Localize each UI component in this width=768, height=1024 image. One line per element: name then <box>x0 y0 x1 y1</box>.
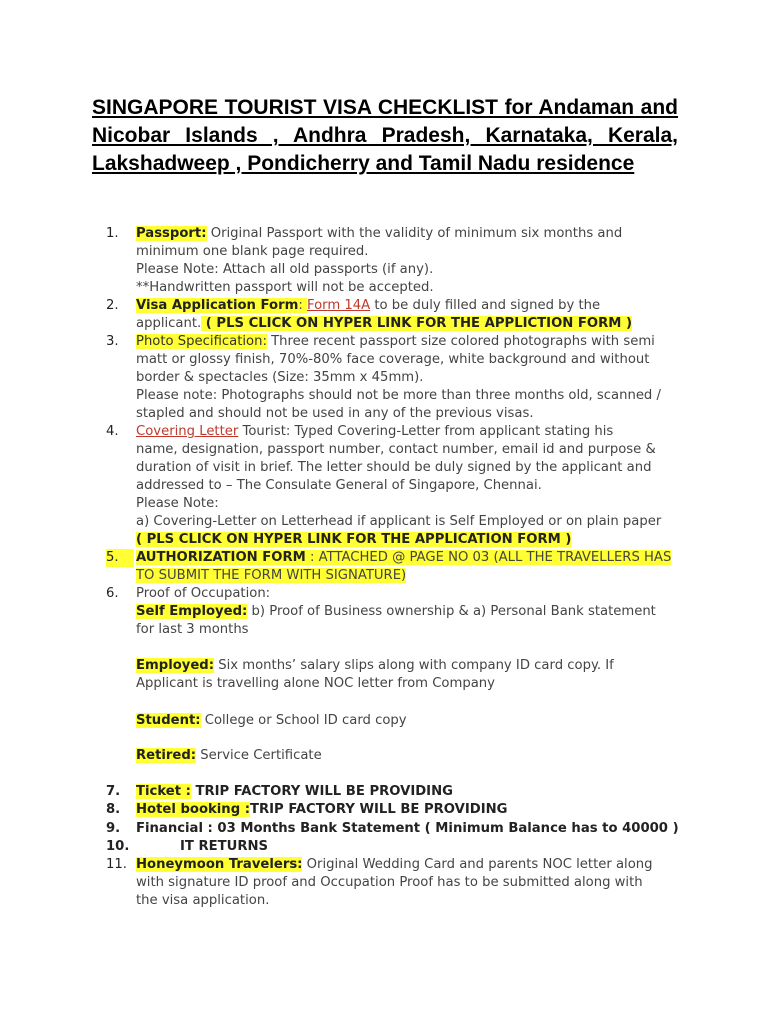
item-number: 2. <box>106 298 119 313</box>
covering-text-6: a) Covering-Letter on Letterhead if applicant is Self Employed or on plain paper <box>136 514 662 529</box>
item-number: 11. <box>106 857 127 872</box>
photo-text-5: stapled and should not be used in any of the previous visas. <box>136 406 534 421</box>
employed-text-2: Applicant is travelling alone NOC letter from Company <box>136 676 495 691</box>
student-label: Student: <box>136 713 201 728</box>
self-employed-text: b) Proof of Business ownership & a) Personal Bank statement <box>247 604 656 619</box>
passport-text-3: Please Note: Attach all old passports (if any). <box>136 262 434 277</box>
self-employed-text-2: for last 3 months <box>136 622 249 637</box>
honeymoon-text-2: with signature ID proof and Occupation Proof has to be submitted along with <box>136 875 643 890</box>
occupation-heading: Proof of Occupation: <box>136 586 271 601</box>
retired-label: Retired: <box>136 748 197 763</box>
covering-text-5: Please Note: <box>136 496 219 511</box>
photo-text-4: Please note: Photographs should not be more than three months old, scanned / <box>136 388 661 403</box>
photo-text-3: border & spectacles (Size: 35mm x 45mm). <box>136 370 424 385</box>
visa-form-label: Visa Application Form <box>136 298 299 313</box>
item-number: 10. <box>106 839 130 854</box>
item-number: 1. <box>106 226 119 241</box>
covering-click-note: ( PLS CLICK ON HYPER LINK FOR THE APPLICATION FORM ) <box>136 532 572 547</box>
honeymoon-label: Honeymoon Travelers: <box>136 857 303 872</box>
visa-form-text-2: applicant. <box>136 316 202 331</box>
covering-text-3: duration of visit in brief. The letter should be duly signed by the applicant and <box>136 460 652 475</box>
passport-label: Passport: <box>136 226 207 241</box>
item-number: 7. <box>106 784 121 799</box>
form-14a-link[interactable]: Form 14A <box>306 298 371 313</box>
item-number: 6. <box>106 586 119 601</box>
passport-text-2: minimum one blank page required. <box>136 244 369 259</box>
employed-label: Employed: <box>136 658 215 673</box>
honeymoon-text-3: the visa application. <box>136 893 270 908</box>
item-number: 4. <box>106 424 119 439</box>
covering-letter-link[interactable]: Covering Letter <box>136 424 239 439</box>
visa-form-click-note: ( PLS CLICK ON HYPER LINK FOR THE APPLICTION FORM ) <box>201 316 633 331</box>
photo-label: Photo Specification: <box>136 334 267 349</box>
ticket-text: TRIP FACTORY WILL BE PROVIDING <box>190 784 453 799</box>
hotel-label: Hotel booking : <box>136 802 250 817</box>
passport-text-4: **Handwritten passport will not be accepted. <box>136 280 434 295</box>
photo-text-2: matt or glossy finish, 70%-80% face coverage, white background and without <box>136 352 650 367</box>
authorization-text-2: TO SUBMIT THE FORM WITH SIGNATURE) <box>136 568 407 583</box>
visa-form-text-1: to be duly filled and signed by the <box>370 298 601 313</box>
covering-text-2: name, designation, passport number, contact number, email id and purpose & <box>136 442 656 457</box>
ticket-label: Ticket : <box>136 784 191 799</box>
honeymoon-text-1: Original Wedding Card and parents NOC letter along <box>302 857 653 872</box>
item-number: 8. <box>106 802 121 817</box>
authorization-text-1: : ATTACHED @ PAGE NO 03 (ALL THE TRAVELLERS HAS <box>305 550 672 565</box>
hotel-text: TRIP FACTORY WILL BE PROVIDING <box>250 802 508 817</box>
item-number: 3. <box>106 334 119 349</box>
financial-text: Financial : 03 Months Bank Statement ( Minimum Balance has to 40000 ) <box>136 821 679 836</box>
student-text: College or School ID card copy <box>200 713 407 728</box>
employed-text: Six months’ salary slips along with company ID card copy. If <box>214 658 614 673</box>
covering-text-4: addressed to – The Consulate General of Singapore, Chennai. <box>136 478 542 493</box>
authorization-label: AUTHORIZATION FORM <box>136 550 306 565</box>
passport-text-1: Original Passport with the validity of minimum six months and <box>206 226 623 241</box>
document-title: SINGAPORE TOURIST VISA CHECKLIST for Andaman and Nicobar Islands , Andhra Pradesh, Karnataka, Kerala, Lakshadweep , Pondicherry and Tamil Nadu residence <box>92 96 678 175</box>
it-returns-text: IT RETURNS <box>180 839 269 854</box>
self-employed-label: Self Employed: <box>136 604 248 619</box>
photo-text-1: Three recent passport size colored photographs with semi <box>266 334 655 349</box>
item-number: 5. <box>106 549 134 567</box>
item-number: 9. <box>106 821 121 836</box>
retired-text: Service Certificate <box>196 748 322 763</box>
covering-text-1: Tourist: Typed Covering-Letter from applicant stating his <box>238 424 614 439</box>
visa-form-colon: : <box>298 298 307 313</box>
